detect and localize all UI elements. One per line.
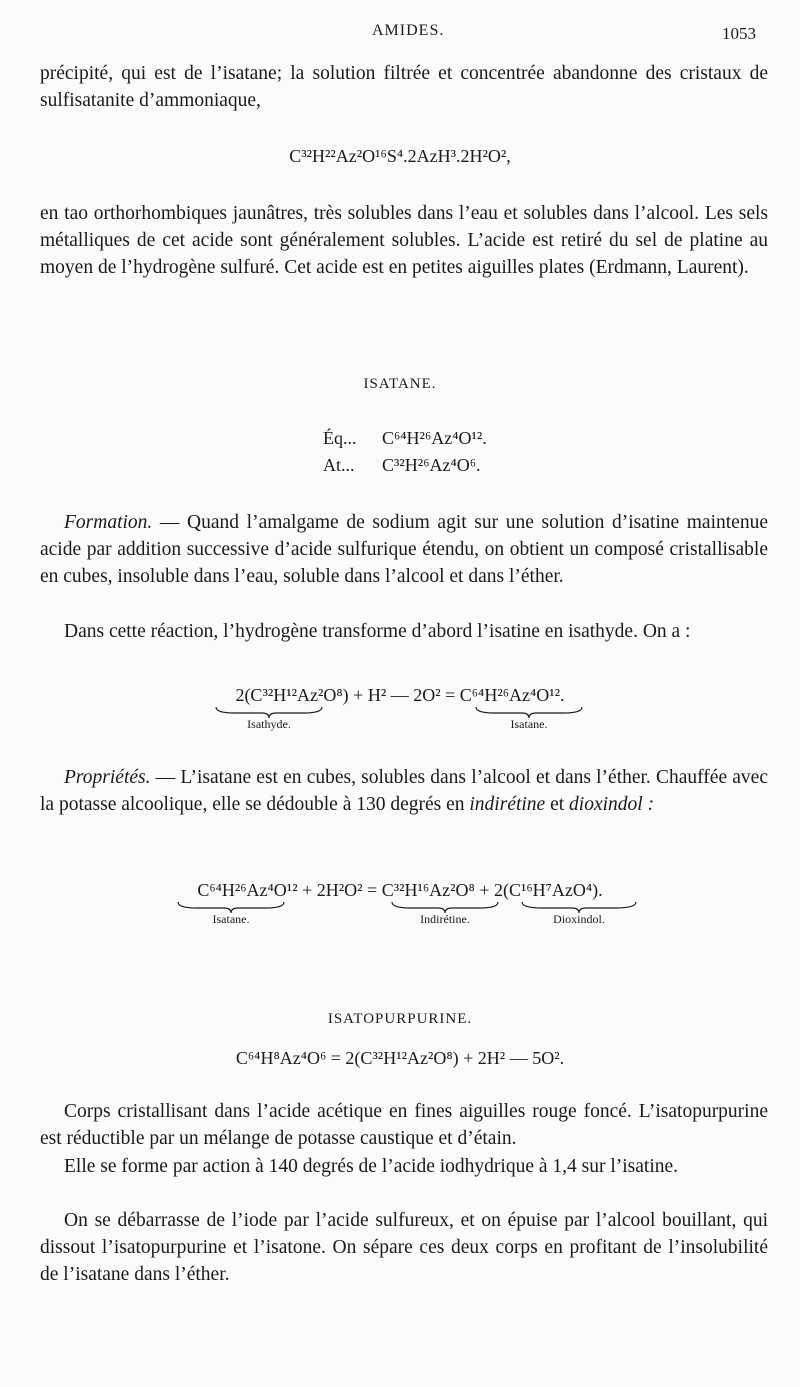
paragraph-precipite: précipité, qui est de l’isatane; la solution filtrée et concentrée abandonne des cristaux de sulfisatanite d’ammoniaque, xyxy=(40,63,768,112)
label-isatane: Isatane. xyxy=(510,717,548,731)
equation-isathyde: 2(C³²H¹²Az²O⁸) + H² — 2O² = C⁶⁴H²⁶Az⁴O¹². xyxy=(235,685,565,705)
formula-sulfisatanite: C³²H²²Az²O¹⁶S⁴.2AzH³.2H²O², xyxy=(289,146,511,166)
eq-formula: C⁶⁴H²⁶Az⁴O¹². xyxy=(382,428,487,448)
proprietes-text-b: et xyxy=(545,794,570,816)
paragraph-forme: Elle se forme par action à 140 degrés de l’acide iodhydrique à 1,4 sur l’isatine. xyxy=(64,1156,679,1177)
heading-isatopurpurine: ISATOPURPURINE. xyxy=(327,1011,473,1027)
paragraph-orthorhombiques: en tao orthorhombiques jaunâtres, très solubles dans l’eau et solubles dans l’alcool. Les sels métalliques de cet acide sont généralement solubles. L’acide est retiré du sel de platine au moyen de l’hydrogène sulfuré. Cet acide est en petites aiguilles plates (Erdmann, Laurent). xyxy=(40,203,768,279)
paragraph-corps: Corps cristallisant dans l’acide acétique en fines aiguilles rouge foncé. L’isatopurpurine est réductible par un mélange de potasse caustique et d’étain. xyxy=(40,1101,768,1150)
at-label: At... xyxy=(323,455,355,475)
eq-label: Éq... xyxy=(323,428,357,448)
paragraph-reaction: Dans cette réaction, l’hydrogène transforme d’abord l’isatine en isathyde. On a : xyxy=(64,621,691,642)
running-head xyxy=(0,22,800,46)
term-indiretine: indirétine xyxy=(469,794,546,816)
at-formula: C³²H²⁶Az⁴O⁶. xyxy=(382,455,481,475)
term-dioxindol: dioxindol : xyxy=(569,794,655,816)
label-isatane-2: Isatane. xyxy=(212,912,250,926)
paragraph-formation xyxy=(40,509,768,591)
formation-text: — Quand l’amalgame de sodium agit sur une solution d’isatine maintenue acide par addition successive d’acide sulfurique étendu, on obtient un composé cristallisable en cubes, insoluble dans l’eau, soluble dans l’alcool et dans l’éther. xyxy=(40,512,768,588)
proprietes-label: Propriétés. xyxy=(64,767,151,788)
proprietes-text-a: — L’isatane est en cubes, solubles dans l’alcool et dans l’éther. Chauffée avec la potasse alcoolique, elle se dédouble à 130 degrés en xyxy=(40,767,768,816)
label-isathyde: Isathyde. xyxy=(247,717,291,731)
label-indiretine: Indirétine. xyxy=(420,912,470,926)
paragraph-iode: On se débarrasse de l’iode par l’acide sulfureux, et on épuise par l’alcool bouillant, qui dissout l’isatopurpurine et l’isatone. On sépare ces deux corps en profitant de l’insolubilité de l’isatane dans l’éther. xyxy=(40,1210,768,1286)
running-title: AMIDES. xyxy=(372,22,445,39)
label-dioxindol: Dioxindol. xyxy=(553,912,605,926)
page-number: 1053 xyxy=(722,24,756,43)
formation-label: Formation. xyxy=(64,512,153,533)
equation-decomposition: C⁶⁴H²⁶Az⁴O¹² + 2H²O² = C³²H¹⁶Az²O⁸ + 2(C¹⁶H⁷AzO⁴). xyxy=(197,880,603,900)
heading-isatane: ISATANE. xyxy=(363,376,437,392)
paragraph-proprietes xyxy=(40,764,768,818)
formula-isatopurpurine: C⁶⁴H⁸Az⁴O⁶ = 2(C³²H¹²Az²O⁸) + 2H² — 5O². xyxy=(235,1048,565,1068)
